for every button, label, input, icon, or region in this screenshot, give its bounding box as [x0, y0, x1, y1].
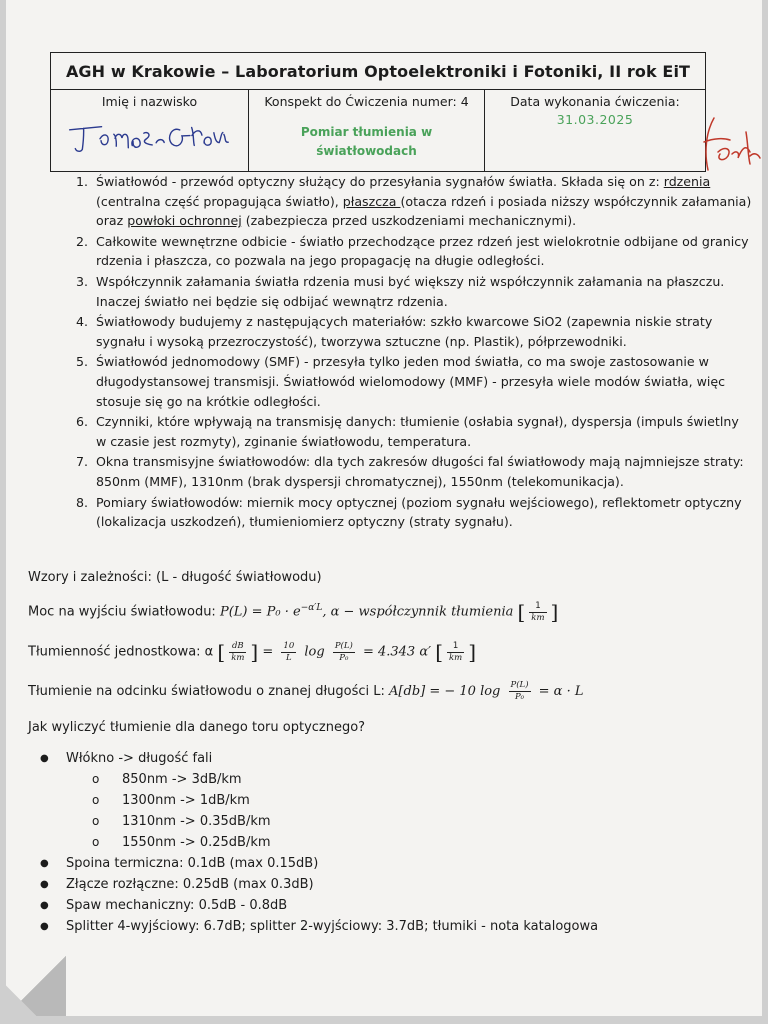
formula-unit-attenuation: Tłumienność jednostkowa: α [ $\frac{dB}{km}$ ] = $\frac{10}{L}$ log $\frac{P(L)}{\text{P₀}}$ = 4.343 α′ [ $\frac{1}{km}$ ]: [28, 640, 477, 664]
exercise-cell: [249, 90, 485, 172]
list-item: 6. Czynniki, które wpływają na transmisję danych: tłumienie (osłabia sygnał), dyspersja (impuls świetlny w czasie jest rozmyty), zginanie światłowodu, temperatura.: [92, 412, 752, 451]
name-label: Imię i nazwisko: [101, 94, 198, 109]
list-item: o 1550nm -> 0.25dB/km: [92, 832, 598, 853]
list-item: ● Splitter 4-wyjściowy: 6.7dB; splitter 2-wyjściowy: 3.7dB; tłumiki - nota katalogowa: [48, 916, 598, 937]
formula-output-power: Moc na wyjściu światłowodu: $P(L) = P_0 \cdot e^{-\alpha'L}$, α − współczynnik tłumienia [ $\frac{1}{km}$ ]: [28, 600, 559, 624]
topic-line-1: Pomiar tłumienia w: [300, 125, 433, 139]
list-item: o 1310nm -> 0.35dB/km: [92, 811, 598, 832]
topic-line-2: światłowodach: [316, 144, 417, 158]
instructor-signature: [700, 112, 766, 180]
list-item: ● Złącze rozłączne: 0.25dB (max 0.3dB): [48, 874, 598, 895]
term-cladding: płaszcza: [342, 193, 401, 209]
exercise-topic: [250, 123, 483, 161]
handwritten-name: [51, 116, 247, 162]
list-item: 1. Światłowód - przewód optyczny służący do przesyłania sygnałów światła. Składa się on z: rdzenia (centralna część propagująca światło), płaszcza (otacza rdzeń i posiada niższy współczynnik załamania) oraz powłoki ochronnej (zabezpiecza przed uszkodzeniami mechanicznymi).: [92, 172, 752, 231]
list-item: 5. Światłowód jednomodowy (SMF) - przesyła tylko jeden mod światła, co ma swoje zastosowanie w długodystansowej transmisji. Światłowód wielomodowy (MMF) - przesyła wiele modów światła, więc stosuje się go na krótkie odległości.: [92, 352, 752, 411]
fiber-values-list: [66, 769, 598, 853]
list-item: o 850nm -> 3dB/km: [92, 769, 598, 790]
formulas-heading: Wzory i zależności: (L - długość światłowodu): [28, 570, 322, 585]
list-item: ● Włókno -> długość fali o 850nm -> 3dB/km o 1300nm -> 1dB/km o 1310nm -> 0.35dB/km o 1550nm -> 0.25dB/km: [48, 748, 598, 853]
list-item: ● Spoina termiczna: 0.1dB (max 0.15dB): [48, 853, 598, 874]
formula-segment-attenuation: Tłumienie na odcinku światłowodu o znanej długości L: A[db] = − 10 log $\frac{P(L)}{\text{P₀}}$ = α · L: [28, 680, 584, 702]
date-label: Data wykonania ćwiczenia:: [510, 94, 680, 109]
date-cell: [485, 90, 706, 172]
exercise-label: Konspekt do Ćwiczenia numer: 4: [264, 94, 469, 109]
instructor-signature-mark: [700, 112, 766, 176]
attenuation-list: [26, 748, 598, 937]
term-coating: powłoki ochronnej: [127, 213, 242, 229]
date-value: 31.03.2025: [556, 112, 634, 127]
header-table: [50, 52, 706, 172]
list-item: o 1300nm -> 1dB/km: [92, 790, 598, 811]
list-item: 7. Okna transmisyjne światłowodów: dla tych zakresów długości fal światłowody mają najmniejsze straty: 850nm (MMF), 1310nm (brak dyspersji chromatycznej), 1550nm (telekomunikacja).: [92, 452, 752, 491]
name-cell: [51, 90, 249, 172]
term-core: rdzenia: [663, 174, 711, 189]
list-item: 3. Współczynnik załamania światła rdzenia musi być większy niż współczynnik załamania na płaszczu. Inaczej światło nei będzie się odbijać wewnątrz rdzenia.: [92, 272, 752, 311]
theory-list: [52, 172, 752, 533]
list-item: 8. Pomiary światłowodów: miernik mocy optycznej (poziom sygnału wejściowego), reflektometr optyczny (lokalizacja uszkodzeń), tłumieniomierz optyczny (straty sygnału).: [92, 493, 752, 532]
list-item: 2. Całkowite wewnętrzne odbicie - światło przechodzące przez rdzeń jest wielokrotnie odbijane od granicy rdzenia i płaszcza, co pozwala na jego propagację na długie odległości.: [92, 232, 752, 271]
list-item: 4. Światłowody budujemy z następujących materiałów: szkło kwarcowe SiO2 (zapewnia niskie straty sygnału i wysoką przezroczystość), tworzywa sztuczne (np. Plastik), półprzewodniki.: [92, 312, 752, 351]
calc-question: Jak wyliczyć tłumienie dla danego toru optycznego?: [28, 720, 366, 735]
list-item: ● Spaw mechaniczny: 0.5dB - 0.8dB: [48, 895, 598, 916]
page-fold: [6, 956, 66, 1016]
handwritten-name-signature: [61, 116, 237, 156]
document-title: AGH w Krakowie – Laboratorium Optoelektroniki i Fotoniki, II rok EiT: [51, 53, 706, 90]
